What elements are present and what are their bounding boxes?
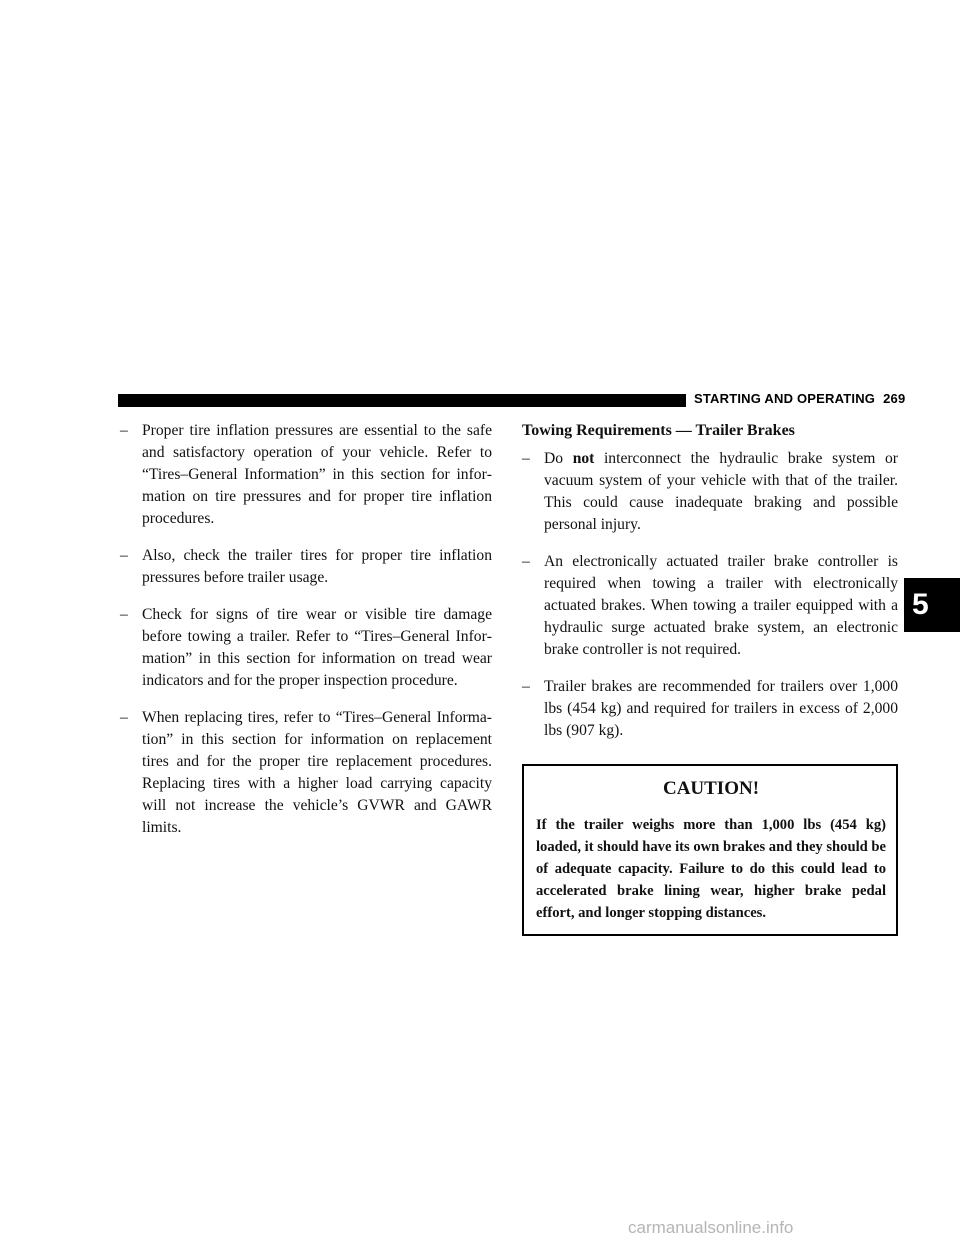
left-column bbox=[120, 420, 492, 854]
section-heading: Towing Requirements — Trailer Brakes bbox=[522, 422, 795, 439]
caution-title: CAUTION! bbox=[662, 778, 760, 799]
running-header bbox=[694, 391, 905, 406]
list-item-text: An electronically actuated trailer brake controller is required when towing a trailer with electronically actuated brakes. When towing a trailer equipped with a hydraulic surge actuated brake system, an electronic brake controller is not required. bbox=[544, 553, 898, 658]
watermark-text: carmanualsonline.info bbox=[628, 1218, 794, 1237]
dash-marker: – bbox=[120, 422, 128, 439]
list-item-text: Proper tire inflation pressures are essential to the safe and satisfactory operation of your vehicle. Refer to “Tires–General Information” in this section for information on tire pressures and for proper tire inflation procedures. bbox=[142, 422, 492, 527]
list-item bbox=[522, 676, 898, 742]
list-item bbox=[120, 707, 492, 839]
dash-marker: – bbox=[120, 709, 128, 726]
caution-box bbox=[522, 764, 898, 936]
list-item bbox=[522, 448, 898, 536]
list-item bbox=[522, 551, 898, 661]
dash-marker: – bbox=[120, 606, 128, 623]
emphasis-text: not bbox=[572, 450, 595, 467]
list-item bbox=[120, 604, 492, 692]
chapter-tab: 5 bbox=[904, 578, 960, 632]
header-rule bbox=[118, 394, 686, 407]
page-number: 269 bbox=[883, 391, 906, 406]
list-item-lead: Do bbox=[544, 450, 573, 467]
section-name: STARTING AND OPERATING bbox=[694, 391, 876, 406]
dash-marker: – bbox=[522, 553, 530, 570]
list-item-text: Check for signs of tire wear or visible tire damage before towing a trailer. Refer to “Tires–General Information” in this section for information on tread wear indicators and for the proper inspection procedure. bbox=[142, 606, 492, 689]
caution-body: If the trailer weighs more than 1,000 lbs (454 kg) loaded, it should have its own brakes and they should be of adequate capacity. Failure to do this could lead to accelerated brake lining wear, higher brake pedal effort, and longer stopping distances. bbox=[536, 817, 886, 921]
list-item bbox=[120, 420, 492, 530]
list-item-text: Also, check the trailer tires for proper tire inflation pressures before trailer usage. bbox=[142, 547, 492, 586]
dash-marker: – bbox=[522, 450, 530, 467]
dash-marker: – bbox=[522, 678, 530, 695]
list-item bbox=[120, 545, 492, 589]
dash-marker: – bbox=[120, 547, 128, 564]
list-item-text: When replacing tires, refer to “Tires–General Information” in this section for information on replacement tires and for the proper tire replacement procedures. Replacing tires with a higher load carrying capacity will not increase the vehicle’s GVWR and GAWR limits. bbox=[142, 709, 492, 836]
right-column bbox=[522, 420, 898, 936]
list-item-text: interconnect the hydraulic brake system or vacuum system of your vehicle with that of the trailer. This could cause inadequate braking and possible personal injury. bbox=[544, 450, 898, 533]
list-item-text: Trailer brakes are recommended for trailers over 1,000 lbs (454 kg) and required for trailers in excess of 2,000 lbs (907 kg). bbox=[544, 678, 898, 739]
